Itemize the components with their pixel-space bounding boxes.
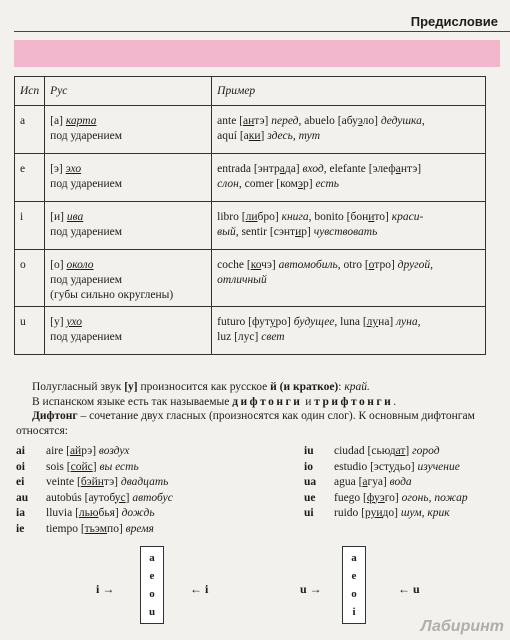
stressed-syllable: а xyxy=(279,163,285,175)
translation: шум, крик xyxy=(400,507,450,519)
text: Полугласный звук xyxy=(32,381,125,393)
word: sois [ xyxy=(46,460,71,473)
ru-word xyxy=(67,211,83,223)
table-row xyxy=(15,307,486,355)
example-text: да] xyxy=(284,163,303,175)
translation: отличный xyxy=(217,274,267,286)
ru-word xyxy=(66,115,97,127)
translation: изучение xyxy=(417,460,460,473)
example-cell xyxy=(212,154,486,202)
stressed-syllable: у xyxy=(269,316,276,328)
example-text: ро] xyxy=(275,316,294,328)
vowel: a xyxy=(149,552,155,564)
text: . xyxy=(393,395,397,408)
word: autobús [аутоб xyxy=(46,491,115,504)
table-row xyxy=(15,154,486,202)
ru-word-text: карта xyxy=(65,115,97,127)
ru-sound: [о] xyxy=(50,259,64,271)
translation: огонь, пожар xyxy=(401,491,468,504)
word: гуа] xyxy=(367,476,390,488)
vowel: u xyxy=(148,606,156,618)
word: ] xyxy=(125,491,133,504)
stressed-syllable: тьэм xyxy=(84,522,108,535)
list-item xyxy=(304,460,468,476)
example-cell xyxy=(212,307,486,355)
ru-note: под ударением xyxy=(50,226,122,238)
stressed-syllable: о xyxy=(368,259,375,271)
translation: город xyxy=(412,445,440,457)
ru-word xyxy=(66,316,82,328)
text: край. xyxy=(344,381,370,393)
column-header-example: Пример xyxy=(212,77,486,106)
letter-cell: u xyxy=(15,307,45,355)
stressed-syllable: сойс xyxy=(70,460,93,473)
translation: краси- xyxy=(391,211,424,223)
vowel: a xyxy=(351,552,357,564)
letter-cell: i xyxy=(15,202,45,250)
term: трифтонги xyxy=(314,395,394,408)
example-text: р] xyxy=(302,178,316,190)
diphthong: iu xyxy=(304,445,314,457)
translation: будущее xyxy=(293,316,335,328)
vowel: o xyxy=(351,588,357,600)
example-text: ло] xyxy=(362,115,381,127)
stressed-syllable: руи xyxy=(364,507,383,519)
word: tiempo [ xyxy=(46,522,85,535)
stressed-syllable: ат xyxy=(395,445,406,457)
ru-note: под ударением xyxy=(50,130,122,142)
vowel: i xyxy=(352,606,356,618)
stressed-syllable: ай xyxy=(69,445,82,457)
translation: слон xyxy=(217,178,239,190)
vowel-table xyxy=(14,76,486,355)
example-text: aquí [а xyxy=(217,130,249,142)
table-row xyxy=(15,250,486,307)
watermark-logo: Лабиринт xyxy=(420,618,504,635)
word: бья] xyxy=(98,507,122,519)
example-text: , luna [ xyxy=(334,316,367,328)
diphthong: ie xyxy=(16,522,25,535)
diphthong: oi xyxy=(16,460,25,473)
diphthong: ue xyxy=(304,491,316,504)
stressed-syllable: фуэ xyxy=(366,491,385,504)
example-text: coche [ xyxy=(217,259,251,271)
translation: есть xyxy=(315,178,340,190)
example-text: то] xyxy=(374,211,392,223)
translation: перед xyxy=(271,115,299,127)
ru-sound: [а] xyxy=(50,115,63,127)
term: дифтонги xyxy=(232,395,303,408)
ru-word xyxy=(66,259,93,271)
stressed-syllable: лью xyxy=(78,507,99,519)
translation: здесь, тут xyxy=(267,130,321,142)
word: рэ] xyxy=(81,445,99,457)
example-text: бро] xyxy=(257,211,282,223)
text: й (и краткое) xyxy=(270,381,339,393)
example-text: luz [лус] xyxy=(217,331,262,343)
diphthong: ai xyxy=(16,445,25,457)
translation: воздух xyxy=(98,445,130,457)
translation: дедушка xyxy=(380,115,422,127)
stressed-syllable: а xyxy=(395,163,401,175)
ru-note: под ударением xyxy=(50,178,122,190)
list-item xyxy=(16,475,173,491)
list-item xyxy=(304,475,468,491)
text: [у] xyxy=(124,381,138,393)
word: ] xyxy=(405,445,413,457)
word: estudio [эст xyxy=(334,460,389,473)
stressed-syllable: ки xyxy=(248,130,261,142)
example-text: , comer [ком xyxy=(238,178,299,190)
stressed-syllable: ко xyxy=(250,259,262,271)
example-text: , abuelo [абу xyxy=(298,115,358,127)
arrow-label: u → xyxy=(300,582,322,596)
stressed-syllable: а xyxy=(362,476,368,488)
stressed-syllable: ус xyxy=(114,491,126,504)
example-cell xyxy=(212,202,486,250)
diphthong-list-left xyxy=(16,444,173,537)
example-text: entrada [энтр xyxy=(217,163,280,175)
paragraph xyxy=(16,395,486,410)
vowel-box xyxy=(140,546,164,624)
diphthong-list-right xyxy=(304,444,468,522)
stressed-syllable: у xyxy=(388,460,394,473)
word: ciudad [сьюд xyxy=(334,445,396,457)
paragraph xyxy=(16,380,486,395)
ru-cell xyxy=(45,154,212,202)
stressed-syllable: и xyxy=(368,211,375,223)
stressed-syllable: э xyxy=(298,178,303,190)
example-text: тро] xyxy=(374,259,398,271)
example-text: , bonito [бон xyxy=(308,211,369,223)
diphthong: ia xyxy=(16,507,25,519)
ru-word-text: около xyxy=(66,259,94,271)
word: тэ] xyxy=(103,476,121,488)
translation: луна, xyxy=(396,316,421,328)
text: В испанском языке есть так называемые xyxy=(32,395,233,408)
example-text: нтэ] xyxy=(400,163,422,175)
example-text: libro [ xyxy=(217,211,246,223)
ru-cell xyxy=(45,307,212,355)
text: и xyxy=(302,395,315,408)
translation: чувствовать xyxy=(313,226,378,238)
example-text: тэ] xyxy=(254,115,272,127)
diphthong: ui xyxy=(304,507,314,519)
ru-note: под ударением xyxy=(50,331,122,343)
vowel: o xyxy=(149,588,155,600)
letter-cell: e xyxy=(15,154,45,202)
diphthong: ua xyxy=(304,476,317,488)
translation: автобус xyxy=(132,491,173,504)
example-text: чэ] xyxy=(261,259,279,271)
word: lluvia [ xyxy=(46,507,79,519)
translation: другой, xyxy=(397,259,434,271)
stressed-syllable: лу xyxy=(366,316,379,328)
word: aire [ xyxy=(46,445,70,457)
ru-word-text: эхо xyxy=(65,163,82,175)
letter-cell: o xyxy=(15,250,45,307)
list-item xyxy=(304,444,468,460)
list-item xyxy=(304,506,468,522)
example-text: , otro [ xyxy=(337,259,369,271)
translation: вода xyxy=(389,476,412,488)
word: veinte [ xyxy=(46,476,81,488)
stressed-syllable: ли xyxy=(245,211,258,223)
ru-cell xyxy=(45,250,212,307)
vowel: e xyxy=(149,570,155,582)
list-item xyxy=(16,444,173,460)
text: – сочетание двух гласных (произносятся как один слог). К основным дифтонгам относятся: xyxy=(16,410,475,437)
example-text: ] xyxy=(260,130,268,142)
stressed-syllable: и xyxy=(295,226,302,238)
stressed-syllable: ан xyxy=(243,115,255,127)
table-header-row xyxy=(15,77,486,106)
ru-word-text: ухо xyxy=(66,316,82,328)
arrow-label: ← u xyxy=(398,582,420,596)
example-cell: ante [антэ] перед, abuelo [абуэло] дедушка, aquí [аки] здесь, тут xyxy=(212,106,486,154)
section-banner xyxy=(14,40,500,67)
header-divider xyxy=(14,31,510,32)
table-row xyxy=(15,202,486,250)
arrow-label: i → xyxy=(96,582,115,596)
column-header-es: Исп xyxy=(15,77,45,106)
stressed-syllable: э xyxy=(357,115,363,127)
translation: вы есть xyxy=(99,460,139,473)
translation: время xyxy=(125,522,154,535)
ru-sound: [и] xyxy=(50,211,64,223)
text: произносится как русское xyxy=(137,381,271,393)
translation: книга xyxy=(281,211,309,223)
example-cell xyxy=(212,250,486,307)
list-item xyxy=(16,522,173,538)
word: го] xyxy=(384,491,402,504)
word: agua [ xyxy=(334,476,363,488)
table-row xyxy=(15,106,486,154)
ru-sound: [у] xyxy=(50,316,64,328)
ru-note: под ударением xyxy=(50,274,122,286)
arrow-label: ← i xyxy=(190,582,209,596)
word: ] xyxy=(92,460,100,473)
word: дьо] xyxy=(393,460,418,473)
list-item xyxy=(304,491,468,507)
ru-sound: [э] xyxy=(50,163,63,175)
list-item xyxy=(16,506,173,522)
word: fuego [ xyxy=(334,491,367,504)
word: по] xyxy=(107,522,126,535)
page-title: Предисловие xyxy=(410,14,498,29)
stressed-syllable: бэйн xyxy=(80,476,104,488)
example-text: , elefante [элеф xyxy=(323,163,396,175)
letter-cell: a xyxy=(15,106,45,154)
example-text: ante [ xyxy=(217,115,244,127)
ru-word-text: ива xyxy=(66,211,84,223)
ru-cell xyxy=(45,202,212,250)
example-text: futuro [фут xyxy=(217,316,270,328)
diphthong: au xyxy=(16,491,29,504)
ru-word xyxy=(66,163,81,175)
paragraph xyxy=(16,409,486,438)
word: до] xyxy=(382,507,401,519)
ru-note-extra: (губы сильно округлены) xyxy=(50,289,174,301)
translation: вход xyxy=(302,163,324,175)
vowel: e xyxy=(351,570,357,582)
translation: вый xyxy=(217,226,236,238)
diphthong: ei xyxy=(16,476,25,488)
list-item xyxy=(16,460,173,476)
vowel-box xyxy=(342,546,366,624)
intro-text xyxy=(16,380,486,438)
list-item xyxy=(16,491,173,507)
ru-cell xyxy=(45,106,212,154)
translation: автомобиль xyxy=(278,259,338,271)
example-text: , sentir [сэнт xyxy=(235,226,296,238)
diphthong: io xyxy=(304,460,313,473)
text: : xyxy=(338,381,345,393)
example-text: на] xyxy=(378,316,397,328)
example-text: р] xyxy=(301,226,314,238)
translation: свет xyxy=(261,331,285,343)
column-header-ru: Рус xyxy=(45,77,212,106)
translation: двадцать xyxy=(120,476,169,488)
term: Дифтонг xyxy=(32,410,78,422)
word: ruido [ xyxy=(334,507,365,519)
translation: дождь xyxy=(121,507,155,519)
